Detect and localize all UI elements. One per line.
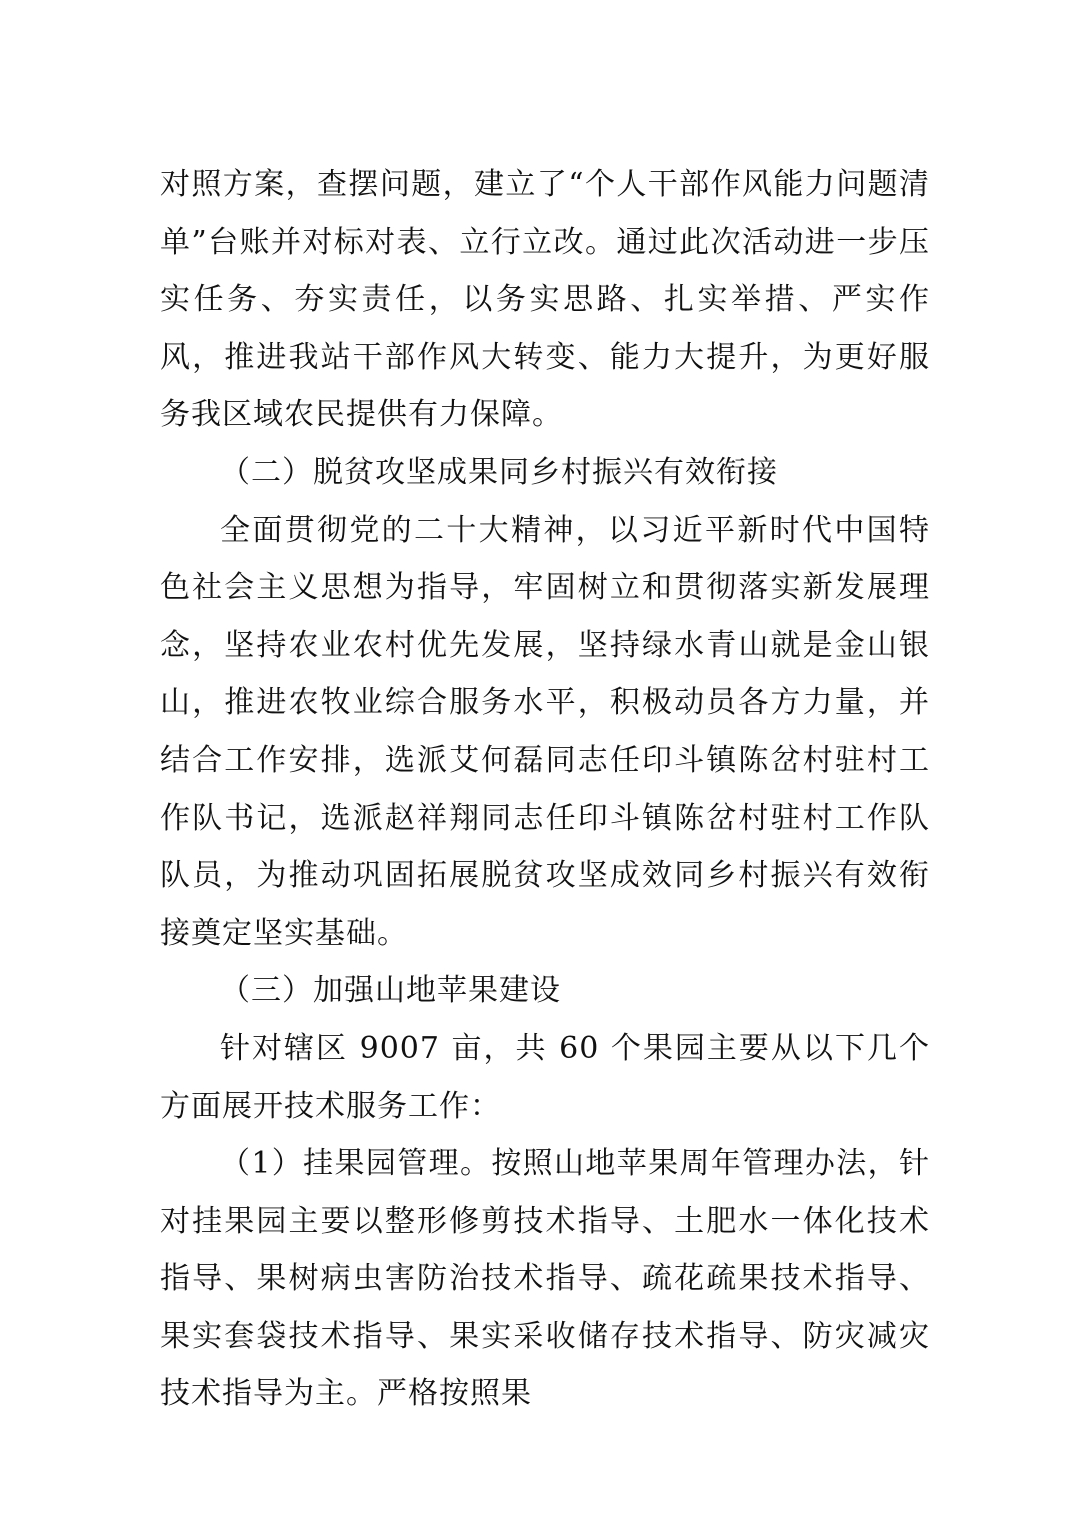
section-heading-2: （二）脱贫攻坚成果同乡村振兴有效衔接 — [220, 454, 778, 490]
paragraph-fruiting-orchard-management: （1）挂果园管理。按照山地苹果周年管理办法，针对挂果园主要以整形修剪技术指导、土肥水一体化技术指导、果树病虫害防治技术指导、疏花疏果技术指导、果实套袋技术指导、果实采收储存技术指导、防灾减灾技术指导为主。严格按照果 — [160, 1146, 930, 1412]
paragraph-orchard-scope: 针对辖区 9007 亩，共 60 个果园主要从以下几个方面展开技术服务工作： — [160, 1030, 930, 1124]
document-body — [160, 156, 930, 1423]
section-heading-3: （三）加强山地苹果建设 — [220, 973, 561, 1009]
paragraph-poverty-alleviation: 全面贯彻党的二十大精神，以习近平新时代中国特色社会主义思想为指导，牢固树立和贯彻落实新发展理念，坚持农业农村优先发展，坚持绿水青山就是金山银山，推进农牧业综合服务水平，积极动员各方力量，并结合工作安排，选派艾何磊同志任印斗镇陈岔村驻村工作队书记，选派赵祥翔同志任印斗镇陈岔村驻村工作队队员，为推动巩固拓展脱贫攻坚成效同乡村振兴有效衔接奠定坚实基础。 — [160, 512, 930, 951]
paragraph-continued: 对照方案，查摆问题，建立了“个人干部作风能力问题清单”台账并对标对表、立行立改。通过此次活动进一步压实任务、夯实责任，以务实思路、扎实举措、严实作风，推进我站干部作风大转变、能力大提升，为更好服务我区域农民提供有力保障。 — [160, 167, 930, 433]
